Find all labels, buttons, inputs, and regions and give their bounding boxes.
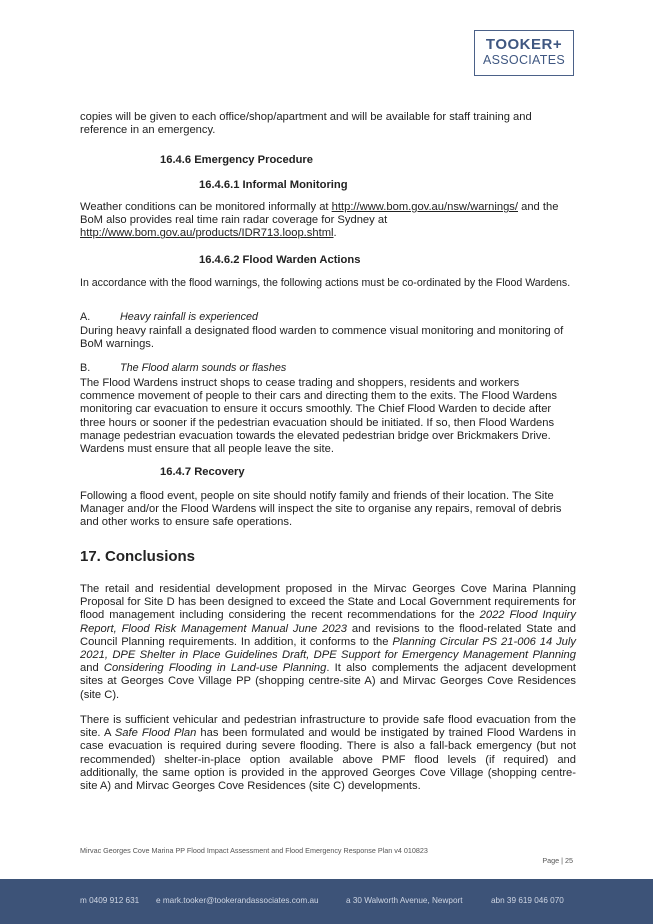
contact-footer (0, 879, 653, 924)
page-number: Page | 25 (542, 856, 573, 865)
c1-text-2: and revisions to the flood-related State and Council Planning requirements. In addition, it conforms to the (80, 622, 576, 648)
heading-16-4-6-2: 16.4.6.2 Flood Warden Actions (199, 254, 361, 266)
heading-16-4-6-1: 16.4.6.1 Informal Monitoring (199, 179, 348, 191)
c1-italic-1: 2022 Flood Inquiry Report, Flood Risk Management Manual June 2023 (80, 609, 576, 635)
footer-address: a 30 Walworth Avenue, Newport (346, 896, 463, 905)
c1-italic-2: Planning Circular PS 21-006 14 July 2021, DPE Shelter in Place Guidelines Draft, DPE Support for Emergency Management Planning (80, 635, 576, 662)
c1-text-3: and (80, 662, 104, 675)
logo-line-1: TOOKER+ (485, 36, 563, 53)
c2-text-2: has been formulated and would be instigated by trained Flood Wardens in case evacuation is required during severe flooding. There is also a fall-back emergency (but not recommended) shelter-in-place option available above PMF flood levels (if required) and additionally, the same option is provided in the approved Georges Cove Village (shopping centre-site A) and Mirvac Georges Cove Residences (site C) developments. (80, 727, 576, 793)
c1-italic-3: Considering Flooding in Land-use Planning (103, 662, 327, 675)
recovery-paragraph: Following a flood event, people on site should notify family and friends of their location. The Site Manager and/or the Flood Wardens will inspect the site to organise any repairs, removal of debris and other works to ensure safe operations. (80, 490, 562, 529)
conclusions-paragraph-1 (80, 583, 576, 702)
footer-phone: m 0409 912 631 (80, 896, 140, 905)
conclusions-paragraph-2 (80, 714, 576, 793)
item-b-text: The Flood Wardens instruct shops to cease trading and shoppers, residents and workers commence movement of people to their cars and directing them to the exits. The Flood Wardens monitoring car evacuation to ensure it occurs smoothly. The Chief Flood Warden to decide after three hours or sooner if the pedestrian evacuation should be initiated. If so, then Flood Wardens manage pedestrian evacuation towards the elevated pedestrian bridge over Brickmakers Drive. Wardens must ensure that all people leave the site. (80, 377, 557, 456)
c2-text-1: There is sufficient vehicular and pedestrian infrastructure to provide safe flood evacuation from the site. A (80, 714, 576, 740)
item-b-letter: B. (80, 362, 91, 374)
document-footnote: Mirvac Georges Cove Marina PP Flood Impact Assessment and Flood Emergency Response Plan v4 010823 (80, 846, 428, 855)
heading-16-4-7: 16.4.7 Recovery (160, 466, 245, 478)
bom-warnings-link[interactable]: http://www.bom.gov.au/nsw/warnings/ (331, 201, 518, 213)
item-b-title: The Flood alarm sounds or flashes (120, 362, 287, 374)
item-a-title: Heavy rainfall is experienced (120, 311, 259, 323)
footer-email[interactable]: e mark.tooker@tookerandassociates.com.au (156, 896, 319, 905)
heading-16-4-6: 16.4.6 Emergency Procedure (160, 154, 313, 166)
c1-text-4: . It also complements the adjacent development sites at Georges Cove Village PP (shopping centre-site A) and Mirvac Georges Cove Residences (site C). (80, 662, 577, 701)
item-a-text: During heavy rainfall a designated flood warden to commence visual monitoring and monitoring of BoM warnings. (80, 325, 564, 351)
intro-paragraph: copies will be given to each office/shop/apartment and will be available for staff training and reference in an emergency. (80, 111, 532, 137)
logo-line-2: ASSOCIATES (483, 53, 565, 67)
c2-italic-1: Safe Flood Plan (114, 727, 197, 740)
monitoring-text-b: and the BoM also provides real time rain radar coverage for Sydney at (80, 201, 559, 227)
item-a-heading (80, 311, 258, 323)
monitoring-text-c: . (333, 227, 337, 240)
informal-monitoring-paragraph (80, 201, 576, 241)
bom-radar-link[interactable]: http://www.bom.gov.au/products/IDR713.loop.shtml (80, 227, 334, 240)
heading-17-conclusions: 17. Conclusions (80, 548, 196, 565)
flood-warden-intro: In accordance with the flood warnings, the following actions must be co-ordinated by the Flood Wardens. (80, 277, 571, 289)
item-b-heading (80, 362, 286, 374)
monitoring-text-a: Weather conditions can be monitored informally at (80, 201, 332, 213)
item-a-letter: A. (80, 311, 91, 323)
company-logo (474, 30, 574, 76)
footer-abn: abn 39 619 046 070 (491, 896, 564, 905)
c1-text-1: The retail and residential development proposed in the Mirvac Georges Cove Marina Planning Proposal for Site D has been designed to exceed the State and Local Government requirements for flood management including considering the recent recommendations for the (80, 583, 576, 622)
